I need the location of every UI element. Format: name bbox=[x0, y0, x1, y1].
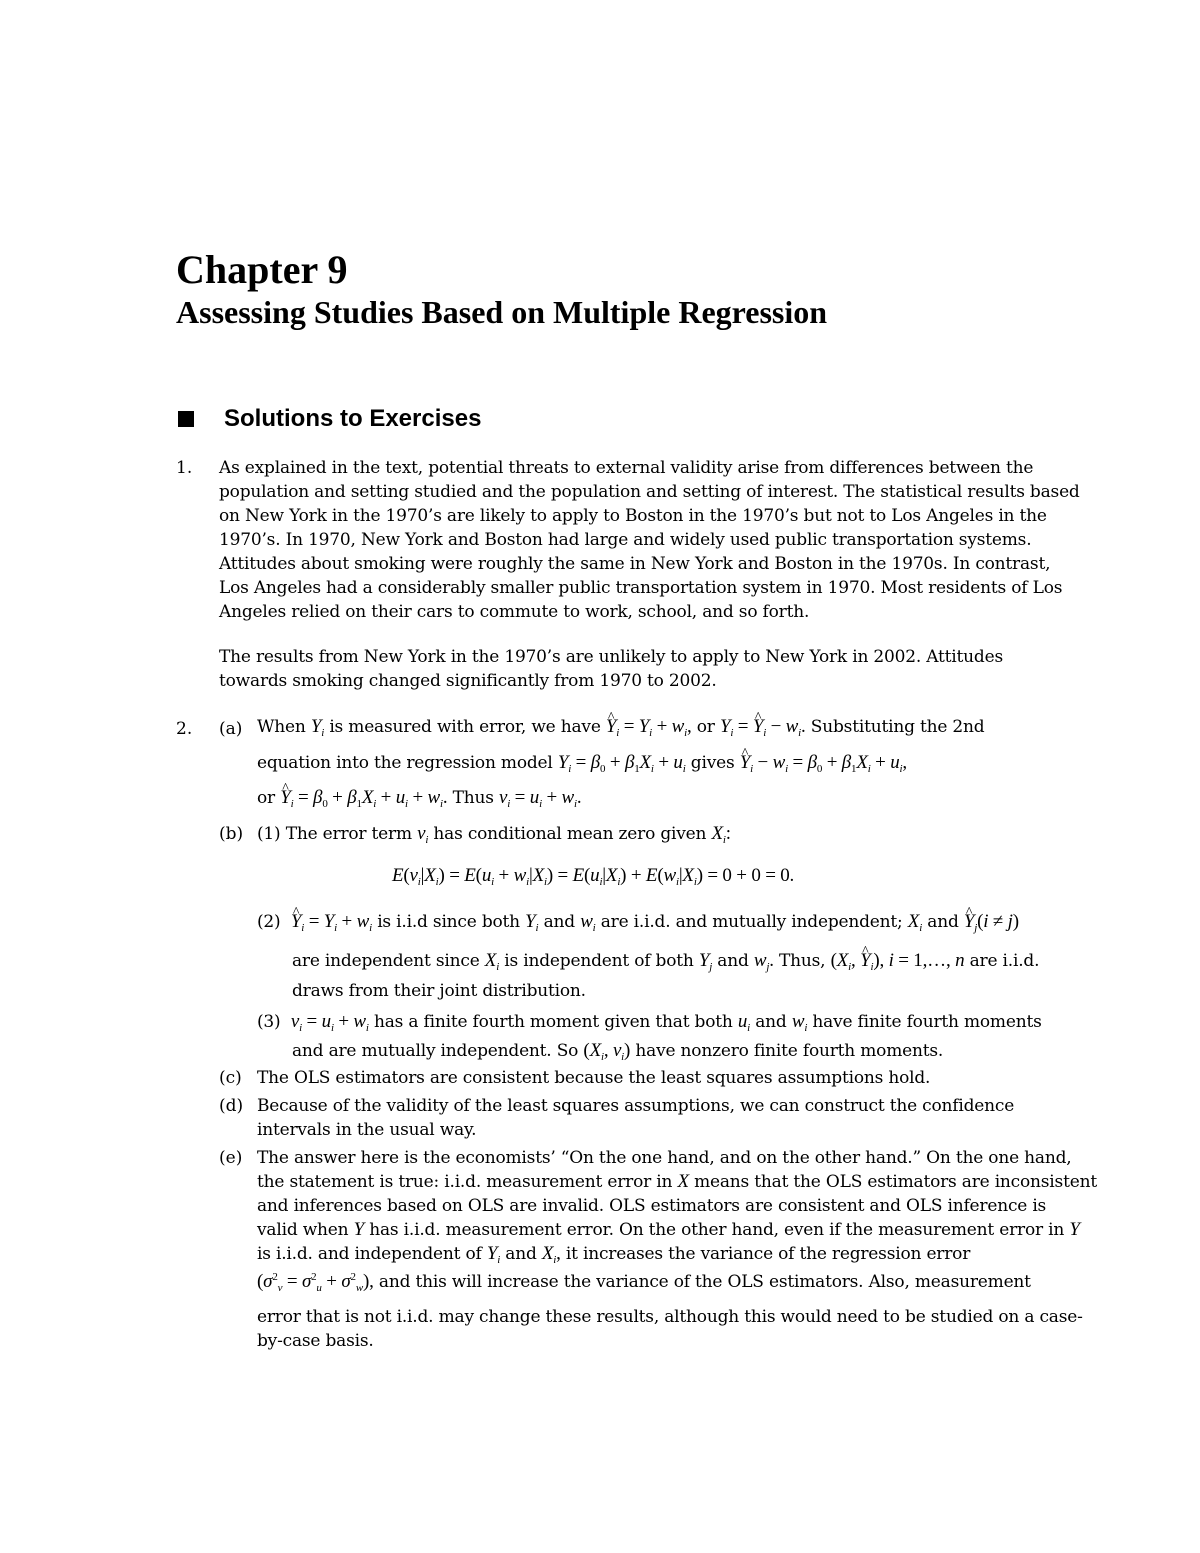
text-line: The results from New York in the 1970’s are unlikely to apply to New York in 2002. Attitudes bbox=[219, 647, 1003, 667]
text-line: error that is not i.i.d. may change these results, although this would need to be studied on a case- bbox=[257, 1307, 1083, 1327]
exercise-number: 2. bbox=[176, 719, 193, 739]
text-line: Because of the validity of the least squares assumptions, we can construct the confidence bbox=[257, 1096, 1015, 1116]
math-expression: X bbox=[677, 1171, 689, 1192]
math-expression: $w_i$ bbox=[791, 1011, 808, 1034]
text-line: As explained in the text, potential threats to external validity arise from differences between the bbox=[219, 458, 1034, 478]
math-expression: ^ $Y_i = Y_i + w_i$ bbox=[291, 911, 372, 932]
text-line: intervals in the usual way. bbox=[257, 1120, 477, 1140]
math-expression: $v_i$ bbox=[417, 823, 429, 846]
text-line: draws from their joint distribution. bbox=[292, 981, 586, 1001]
text-line: are independent since $X_i$ is independent of both $Y_j$ and $w_j$. Thus, ($X_i$, ^ $Y_i$), i = 1,…, n are i.i.d. bbox=[292, 949, 1039, 973]
text-line: population and setting studied and the population and setting of interest. The statistical results based bbox=[219, 482, 1080, 502]
part-label: (a) bbox=[219, 719, 243, 739]
math-expression: Y bbox=[353, 1219, 365, 1240]
text-line: equation into the regression model $Y_i = \beta_0 + \beta_1X_i + u_i$ gives ^ $Y_i - w_i = \beta_0 + \beta_1X_i + u_i$, bbox=[257, 751, 907, 775]
math-expression: $Y_i = \beta_0 + \beta_1X_i + u_i$ bbox=[557, 752, 686, 775]
math-expression: ^ $Y_i - w_i = \beta_0 + \beta_1X_i + u_i$, bbox=[740, 752, 907, 773]
math-expression: $w_j$. bbox=[753, 950, 774, 973]
text-line: Angeles relied on their cars to commute to work, school, and so forth. bbox=[219, 602, 810, 622]
exercise-number: 1. bbox=[176, 458, 193, 478]
math-expression: $X_i$, bbox=[541, 1243, 561, 1266]
text-line: the statement is true: i.i.d. measurement error in X means that the OLS estimators are inconsistent bbox=[257, 1171, 1097, 1192]
text-line: Attitudes about smoking were roughly the same in New York and Boston in the 1970s. In contrast, bbox=[219, 554, 1051, 574]
math-expression: ($X_i$, ^ $Y_i$), i = 1,…, n bbox=[831, 950, 965, 971]
math-expression: $Y_i$ bbox=[310, 716, 325, 739]
text-line: by-case basis. bbox=[257, 1331, 374, 1351]
math-expression: $Y_i$ bbox=[486, 1243, 501, 1266]
text-line: (1) The error term $v_i$ has conditional mean zero given $X_i$: bbox=[257, 823, 731, 846]
text-line: $(\sigma^2_v = \sigma^2_u + \sigma^2_w)$, and this will increase the variance of the OLS estimators. Also, measurement bbox=[257, 1271, 1031, 1294]
math-expression: ($X_i$, $v_i$) bbox=[583, 1040, 631, 1063]
math-expression: $X_i$: bbox=[711, 823, 731, 846]
math-expression: $u_i$ bbox=[737, 1011, 751, 1034]
text-line: (3) $v_i = u_i + w_i$ has a finite fourth moment given that both $u_i$ and $w_i$ have finite fourth moments bbox=[257, 1011, 1042, 1034]
part-label: (b) bbox=[219, 824, 244, 844]
text-line: 1970’s. In 1970, New York and Boston had large and widely used public transportation systems. bbox=[219, 530, 1032, 550]
math-expression: $Y_j$ bbox=[698, 950, 713, 973]
text-line: towards smoking changed significantly from 1970 to 2002. bbox=[219, 671, 717, 691]
text-line: Los Angeles had a considerably smaller public transportation system in 1970. Most residents of Los bbox=[219, 578, 1063, 598]
math-expression: Y bbox=[1069, 1219, 1080, 1240]
math-expression: ^ $Y_i = \beta_0 + \beta_1X_i + u_i + w_i$. bbox=[280, 787, 447, 808]
part-label: (c) bbox=[219, 1068, 242, 1088]
math-expression: $Y_i$ bbox=[525, 911, 539, 934]
text-line: and are mutually independent. So ($X_i$, $v_i$) have nonzero finite fourth moments. bbox=[292, 1040, 944, 1063]
part-label: (d) bbox=[219, 1096, 244, 1116]
math-expression: $w_i$ bbox=[580, 911, 596, 934]
math-expression: ^ $Y_j(i \ne j)$ bbox=[964, 911, 1019, 932]
chapter-title: Chapter 9 bbox=[176, 247, 348, 292]
part-label: (e) bbox=[219, 1148, 243, 1168]
text-line: and inferences based on OLS are invalid. OLS estimators are consistent and OLS inference is bbox=[257, 1196, 1047, 1216]
math-expression: ^ $Y_i = Y_i + w_i$, bbox=[606, 716, 692, 737]
text-line: or ^ $Y_i = \beta_0 + \beta_1X_i + u_i + w_i$. Thus $v_i = u_i + w_i$. bbox=[257, 786, 581, 810]
text-line: The OLS estimators are consistent because the least squares assumptions hold. bbox=[257, 1068, 931, 1088]
math-expression: $v_i = u_i + w_i$ bbox=[290, 1011, 369, 1034]
square-bullet-icon bbox=[178, 411, 194, 427]
text-line: (2) ^ $Y_i = Y_i + w_i$ is i.i.d since both $Y_i$ and $w_i$ are i.i.d. and mutually independent; $X_i$ and ^ $Y_j(i \ne j)$ bbox=[257, 910, 1019, 934]
math-expression: $X_i$ bbox=[484, 950, 500, 973]
display-equation: $E(v_i|X_i) = E(u_i + w_i|X_i) = E(u_i|X_i) + E(w_i|X_i) = 0 + 0 = 0$. bbox=[392, 865, 795, 888]
math-expression: $(\sigma^2_v = \sigma^2_u + \sigma^2_w)$, bbox=[257, 1271, 374, 1294]
section-heading: Solutions to Exercises bbox=[224, 405, 482, 432]
text-line: on New York in the 1970’s are likely to apply to Boston in the 1970’s but not to Los Angeles in the bbox=[219, 506, 1047, 526]
text-line: is i.i.d. and independent of $Y_i$ and $X_i$, it increases the variance of the regression error bbox=[257, 1243, 971, 1266]
chapter-subtitle: Assessing Studies Based on Multiple Regression bbox=[176, 294, 828, 330]
text-line: When $Y_i$ is measured with error, we have ^ $Y_i = Y_i + w_i$, or $Y_i$ = ^ $Y_i - w_i$. Substituting the 2nd bbox=[257, 715, 984, 739]
math-expression: $X_i$ bbox=[907, 911, 923, 934]
math-expression: $v_i = u_i + w_i$. bbox=[499, 787, 582, 810]
math-expression: $Y_i$ = ^ $Y_i - w_i$. bbox=[720, 716, 806, 737]
text-line: The answer here is the economists’ “On the one hand, and on the other hand.” On the one hand, bbox=[257, 1148, 1072, 1168]
text-line: valid when Y has i.i.d. measurement error. On the other hand, even if the measurement error in Y bbox=[257, 1219, 1080, 1240]
